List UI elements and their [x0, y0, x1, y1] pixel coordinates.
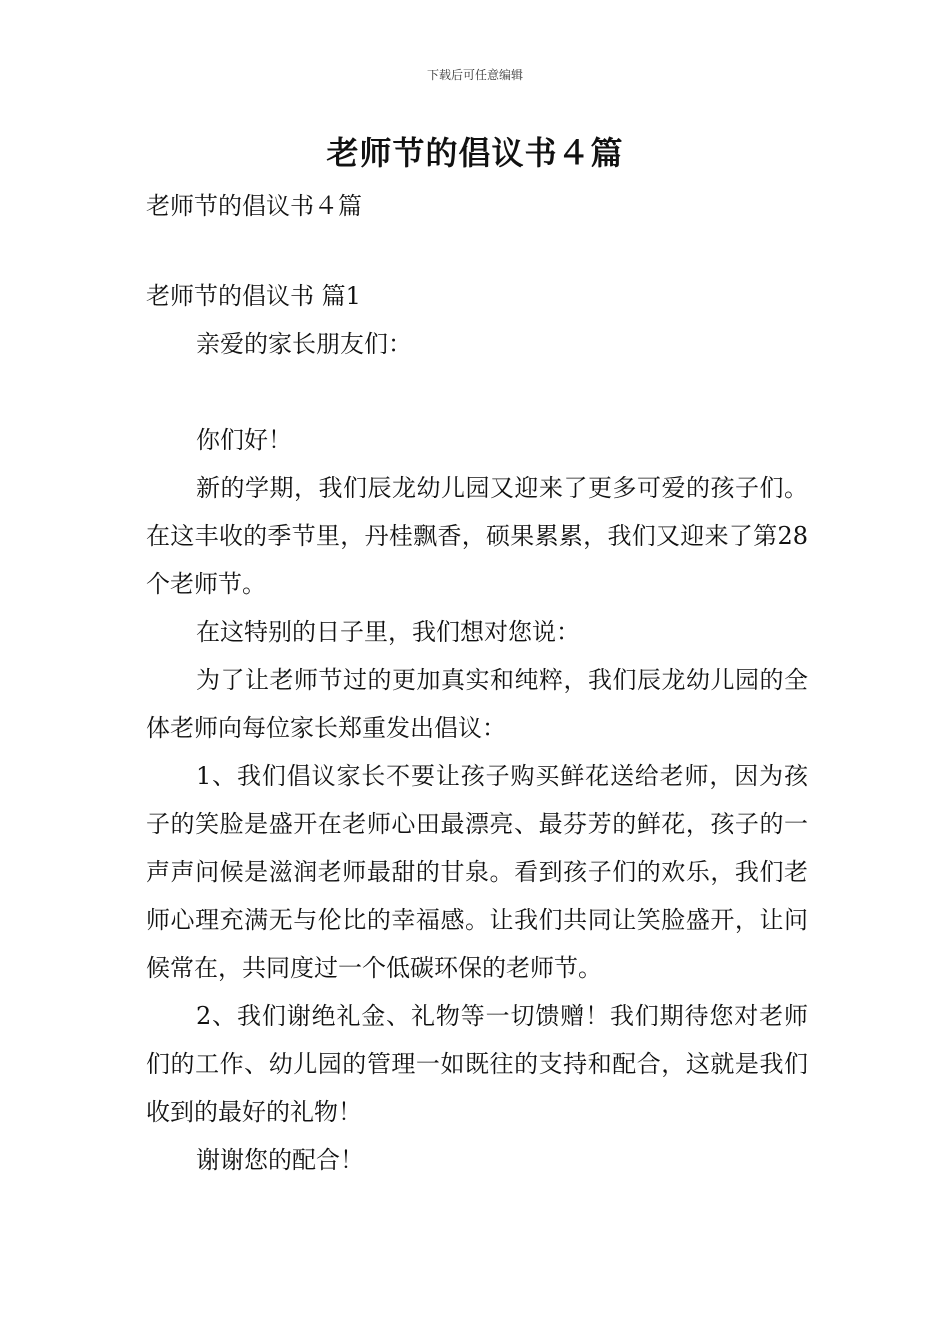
- hello-line: 你们好！: [196, 426, 292, 454]
- spacer: [146, 368, 808, 416]
- spacer: [146, 230, 808, 272]
- paragraph: 新的学期，我们辰龙幼儿园又迎来了更多可爱的孩子们。在这丰收的季节里，丹桂飘香，硕果累累，我们又迎来了第28个老师节。: [146, 474, 808, 598]
- document-title: 老师节的倡议书４篇: [326, 134, 624, 172]
- paragraph: 2、我们谢绝礼金、礼物等一切馈赠！我们期待您对老师们的工作、幼儿园的管理一如既往的支持和配合，这就是我们收到的最好的礼物！: [146, 1002, 808, 1126]
- document-body: [146, 182, 808, 1184]
- closing-line: 谢谢您的配合！: [196, 1146, 364, 1174]
- paragraph: 1、我们倡议家长不要让孩子购买鲜花送给老师，因为孩子的笑脸是盛开在老师心田最漂亮、最芬芳的鲜花，孩子的一声声问候是滋润老师最甜的甘泉。看到孩子们的欢乐，我们老师心理充满无与伦比的幸福感。让我们共同让笑脸盛开，让问候常在，共同度过一个低碳环保的老师节。: [146, 762, 808, 982]
- section-heading: 老师节的倡议书 篇1: [146, 282, 361, 310]
- paragraph: 在这特别的日子里，我们想对您说：: [196, 618, 580, 646]
- header-note: 下载后可任意编辑: [426, 68, 523, 82]
- paragraph: 为了让老师节过的更加真实和纯粹，我们辰龙幼儿园的全体老师向每位家长郑重发出倡议：: [146, 666, 808, 742]
- document-subtitle: 老师节的倡议书４篇: [146, 192, 362, 220]
- greeting: 亲爱的家长朋友们：: [196, 330, 412, 358]
